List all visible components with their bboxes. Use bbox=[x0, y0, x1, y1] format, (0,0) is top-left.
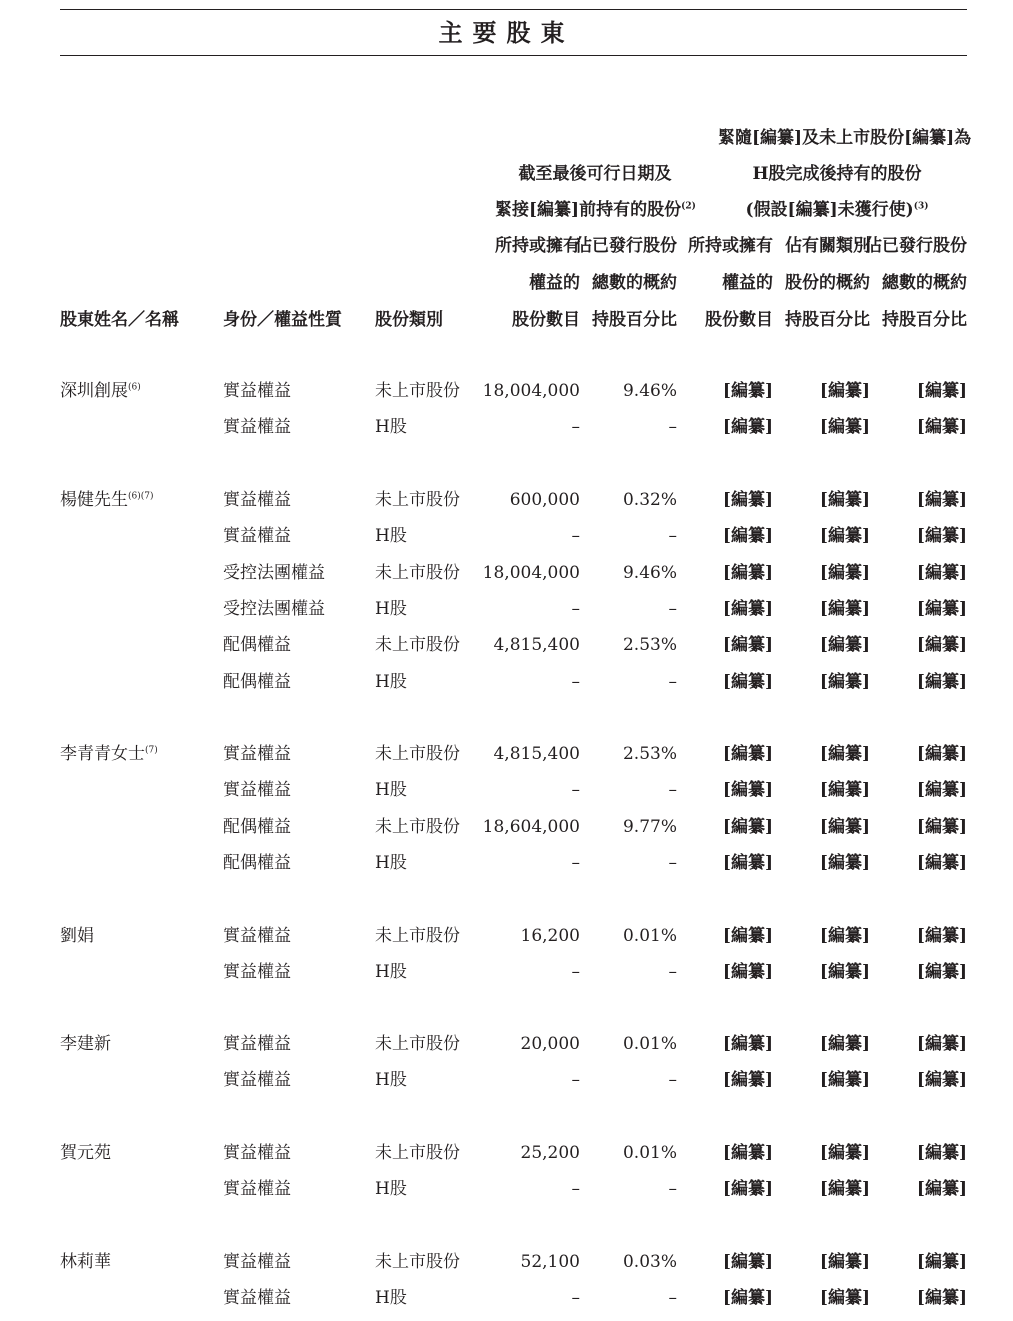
shares-cell: – bbox=[571, 853, 580, 873]
footnote-marker: (6)(7) bbox=[128, 491, 154, 502]
shareholder-name bbox=[60, 381, 141, 401]
post-class-percentage-cell: [編纂] bbox=[819, 780, 870, 800]
column-header-4-line3: 持股百分比 bbox=[785, 310, 870, 330]
share-class-cell: 未上市股份 bbox=[375, 490, 460, 510]
shares-cell: 4,815,400 bbox=[493, 744, 580, 764]
post-shares-cell: [編纂] bbox=[722, 599, 773, 619]
title-rule bbox=[60, 55, 967, 56]
post-class-percentage-cell: [編纂] bbox=[819, 635, 870, 655]
shares-cell: – bbox=[571, 1288, 580, 1308]
percentage-cell: – bbox=[668, 526, 677, 546]
capacity-cell: 實益權益 bbox=[223, 780, 291, 800]
shares-cell: 4,815,400 bbox=[493, 635, 580, 655]
share-class-cell: H股 bbox=[375, 526, 407, 546]
shares-cell: – bbox=[571, 672, 580, 692]
capacity-cell: 實益權益 bbox=[223, 1179, 291, 1199]
shares-cell: – bbox=[571, 1179, 580, 1199]
share-class-cell: H股 bbox=[375, 417, 407, 437]
post-shares-cell: [編纂] bbox=[722, 1143, 773, 1163]
shares-cell: 16,200 bbox=[520, 926, 580, 946]
shareholder-name-text: 楊健先生 bbox=[60, 490, 128, 510]
shareholder-name bbox=[60, 490, 154, 510]
column-header-2-line2: 總數的概約 bbox=[592, 273, 677, 293]
shares-cell: 20,000 bbox=[520, 1034, 580, 1054]
percentage-cell: – bbox=[668, 780, 677, 800]
capacity-cell: 實益權益 bbox=[223, 962, 291, 982]
post-shares-cell: [編纂] bbox=[722, 526, 773, 546]
shares-cell: 18,604,000 bbox=[482, 817, 580, 837]
shares-cell: 18,004,000 bbox=[482, 563, 580, 583]
post-total-percentage-cell: [編纂] bbox=[916, 635, 967, 655]
shares-cell: 18,004,000 bbox=[482, 381, 580, 401]
post-total-percentage-cell: [編纂] bbox=[916, 526, 967, 546]
post-total-percentage-cell: [編纂] bbox=[916, 490, 967, 510]
share-class-cell: H股 bbox=[375, 1179, 407, 1199]
column-header-3-line3: 股份數目 bbox=[705, 310, 773, 330]
post-total-percentage-cell: [編纂] bbox=[916, 381, 967, 401]
capacity-cell: 實益權益 bbox=[223, 926, 291, 946]
shareholder-name-text: 劉娟 bbox=[60, 926, 94, 946]
share-class-cell: 未上市股份 bbox=[375, 744, 460, 764]
capacity-cell: 實益權益 bbox=[223, 526, 291, 546]
post-total-percentage-cell: [編纂] bbox=[916, 1288, 967, 1308]
capacity-cell: 實益權益 bbox=[223, 381, 291, 401]
percentage-cell: 2.53% bbox=[622, 635, 677, 655]
percentage-cell: 9.46% bbox=[622, 381, 677, 401]
post-total-percentage-cell: [編纂] bbox=[916, 563, 967, 583]
percentage-cell: – bbox=[668, 417, 677, 437]
post-shares-cell: [編纂] bbox=[722, 417, 773, 437]
column-header-3-line2: 權益的 bbox=[722, 273, 773, 293]
post-class-percentage-cell: [編纂] bbox=[819, 962, 870, 982]
column-header-2-line1: 佔已發行股份 bbox=[575, 236, 677, 256]
column-header-4-line1: 佔有關類別 bbox=[785, 236, 870, 256]
post-shares-cell: [編纂] bbox=[722, 381, 773, 401]
footnote-marker: (6) bbox=[128, 382, 141, 393]
shares-cell: – bbox=[571, 962, 580, 982]
shareholder-name bbox=[60, 1143, 111, 1163]
post-class-percentage-cell: [編纂] bbox=[819, 853, 870, 873]
post-total-percentage-cell: [編纂] bbox=[916, 1179, 967, 1199]
column-header-1-line3: 股份數目 bbox=[512, 310, 580, 330]
post-shares-cell: [編纂] bbox=[722, 817, 773, 837]
share-class-cell: 未上市股份 bbox=[375, 926, 460, 946]
share-class-cell: 未上市股份 bbox=[375, 1252, 460, 1272]
post-total-percentage-cell: [編纂] bbox=[916, 1070, 967, 1090]
post-shares-cell: [編纂] bbox=[722, 1288, 773, 1308]
shares-cell: 25,200 bbox=[520, 1143, 580, 1163]
share-class-cell: H股 bbox=[375, 780, 407, 800]
share-class-cell: 未上市股份 bbox=[375, 635, 460, 655]
post-total-percentage-cell: [編纂] bbox=[916, 780, 967, 800]
capacity-cell: 受控法團權益 bbox=[223, 563, 325, 583]
shareholder-name bbox=[60, 926, 94, 946]
capacity-cell: 實益權益 bbox=[223, 490, 291, 510]
capacity-cell: 配偶權益 bbox=[223, 635, 291, 655]
post-total-percentage-cell: [編纂] bbox=[916, 744, 967, 764]
share-class-cell: 未上市股份 bbox=[375, 1034, 460, 1054]
share-class-cell: H股 bbox=[375, 672, 407, 692]
post-shares-cell: [編纂] bbox=[722, 962, 773, 982]
percentage-cell: 2.53% bbox=[622, 744, 677, 764]
column-header-3-line1: 所持或擁有 bbox=[688, 236, 773, 256]
column-header-5-line3: 持股百分比 bbox=[882, 310, 967, 330]
column-header-class: 股份類別 bbox=[375, 310, 443, 330]
post-class-percentage-cell: [編纂] bbox=[819, 563, 870, 583]
column-header-1-line2: 權益的 bbox=[529, 273, 580, 293]
pre-group-header-line1: 截至最後可行日期及 bbox=[518, 164, 672, 184]
pre-group-header-text: 緊接[編纂]前持有的股份 bbox=[495, 200, 682, 220]
share-class-cell: H股 bbox=[375, 962, 407, 982]
post-class-percentage-cell: [編纂] bbox=[819, 1143, 870, 1163]
capacity-cell: 配偶權益 bbox=[223, 672, 291, 692]
share-class-cell: 未上市股份 bbox=[375, 1143, 460, 1163]
post-class-percentage-cell: [編纂] bbox=[819, 926, 870, 946]
footnote-marker: (2) bbox=[681, 201, 696, 212]
shares-cell: 600,000 bbox=[509, 490, 580, 510]
post-group-header-line1: 緊隨[編纂]及未上市股份[編纂]為 bbox=[718, 128, 972, 148]
post-total-percentage-cell: [編纂] bbox=[916, 672, 967, 692]
footnote-marker: (3) bbox=[913, 201, 929, 212]
capacity-cell: 實益權益 bbox=[223, 1252, 291, 1272]
column-header-1-line1: 所持或擁有 bbox=[495, 236, 580, 256]
post-class-percentage-cell: [編纂] bbox=[819, 381, 870, 401]
capacity-cell: 受控法團權益 bbox=[223, 599, 325, 619]
shares-cell: 52,100 bbox=[520, 1252, 580, 1272]
post-shares-cell: [編纂] bbox=[722, 1252, 773, 1272]
post-group-header-line2: H股完成後持有的股份 bbox=[752, 164, 922, 184]
post-total-percentage-cell: [編纂] bbox=[916, 1143, 967, 1163]
post-class-percentage-cell: [編纂] bbox=[819, 1070, 870, 1090]
percentage-cell: – bbox=[668, 1070, 677, 1090]
post-shares-cell: [編纂] bbox=[722, 563, 773, 583]
shareholder-name-text: 深圳創展 bbox=[60, 381, 128, 401]
percentage-cell: 9.77% bbox=[622, 817, 677, 837]
capacity-cell: 實益權益 bbox=[223, 1288, 291, 1308]
post-shares-cell: [編纂] bbox=[722, 490, 773, 510]
post-group-header-text: (假設[編纂]未獲行使) bbox=[745, 200, 914, 220]
shares-cell: – bbox=[571, 599, 580, 619]
share-class-cell: H股 bbox=[375, 599, 407, 619]
percentage-cell: 0.01% bbox=[622, 926, 677, 946]
column-header-4-line2: 股份的概約 bbox=[785, 273, 870, 293]
percentage-cell: 9.46% bbox=[622, 563, 677, 583]
post-shares-cell: [編纂] bbox=[722, 1034, 773, 1054]
shareholder-name bbox=[60, 744, 158, 764]
post-total-percentage-cell: [編纂] bbox=[916, 817, 967, 837]
post-class-percentage-cell: [編纂] bbox=[819, 490, 870, 510]
post-class-percentage-cell: [編纂] bbox=[819, 599, 870, 619]
shareholder-name-text: 林莉華 bbox=[60, 1252, 111, 1272]
post-class-percentage-cell: [編纂] bbox=[819, 1288, 870, 1308]
shareholder-name-text: 李青青女士 bbox=[60, 744, 145, 764]
post-class-percentage-cell: [編纂] bbox=[819, 672, 870, 692]
share-class-cell: H股 bbox=[375, 1288, 407, 1308]
post-class-percentage-cell: [編纂] bbox=[819, 1034, 870, 1054]
post-class-percentage-cell: [編纂] bbox=[819, 817, 870, 837]
share-class-cell: H股 bbox=[375, 1070, 407, 1090]
post-class-percentage-cell: [編纂] bbox=[819, 1179, 870, 1199]
percentage-cell: 0.01% bbox=[622, 1034, 677, 1054]
column-header-5-line2: 總數的概約 bbox=[882, 273, 967, 293]
column-header-capacity: 身份／權益性質 bbox=[223, 310, 342, 330]
post-total-percentage-cell: [編纂] bbox=[916, 417, 967, 437]
percentage-cell: – bbox=[668, 1288, 677, 1308]
share-class-cell: 未上市股份 bbox=[375, 563, 460, 583]
capacity-cell: 實益權益 bbox=[223, 1070, 291, 1090]
page-title: 主要股東 bbox=[438, 18, 575, 47]
post-class-percentage-cell: [編纂] bbox=[819, 417, 870, 437]
post-total-percentage-cell: [編纂] bbox=[916, 599, 967, 619]
post-shares-cell: [編纂] bbox=[722, 672, 773, 692]
post-shares-cell: [編纂] bbox=[722, 926, 773, 946]
percentage-cell: – bbox=[668, 853, 677, 873]
capacity-cell: 實益權益 bbox=[223, 744, 291, 764]
shareholder-name bbox=[60, 1034, 111, 1054]
post-class-percentage-cell: [編纂] bbox=[819, 1252, 870, 1272]
column-header-2-line3: 持股百分比 bbox=[592, 310, 677, 330]
shareholder-name-text: 賀元苑 bbox=[60, 1143, 111, 1163]
pre-group-header-line2 bbox=[495, 200, 695, 220]
capacity-cell: 實益權益 bbox=[223, 1143, 291, 1163]
shareholder-name-text: 李建新 bbox=[60, 1034, 111, 1054]
capacity-cell: 配偶權益 bbox=[223, 853, 291, 873]
column-header-name: 股東姓名／名稱 bbox=[60, 310, 179, 330]
shares-cell: – bbox=[571, 417, 580, 437]
post-shares-cell: [編纂] bbox=[722, 635, 773, 655]
percentage-cell: – bbox=[668, 672, 677, 692]
footnote-marker: (7) bbox=[145, 745, 158, 756]
post-shares-cell: [編纂] bbox=[722, 853, 773, 873]
post-total-percentage-cell: [編纂] bbox=[916, 962, 967, 982]
post-shares-cell: [編纂] bbox=[722, 1070, 773, 1090]
post-total-percentage-cell: [編纂] bbox=[916, 853, 967, 873]
column-header-5-line1: 佔已發行股份 bbox=[865, 236, 967, 256]
top-rule bbox=[60, 9, 967, 10]
share-class-cell: H股 bbox=[375, 853, 407, 873]
post-shares-cell: [編纂] bbox=[722, 1179, 773, 1199]
post-shares-cell: [編纂] bbox=[722, 744, 773, 764]
percentage-cell: – bbox=[668, 962, 677, 982]
percentage-cell: 0.03% bbox=[622, 1252, 677, 1272]
capacity-cell: 實益權益 bbox=[223, 1034, 291, 1054]
share-class-cell: 未上市股份 bbox=[375, 381, 460, 401]
post-total-percentage-cell: [編纂] bbox=[916, 1034, 967, 1054]
percentage-cell: – bbox=[668, 599, 677, 619]
post-class-percentage-cell: [編纂] bbox=[819, 526, 870, 546]
shares-cell: – bbox=[571, 526, 580, 546]
percentage-cell: – bbox=[668, 1179, 677, 1199]
shares-cell: – bbox=[571, 1070, 580, 1090]
percentage-cell: 0.32% bbox=[622, 490, 677, 510]
post-total-percentage-cell: [編纂] bbox=[916, 1252, 967, 1272]
post-group-header-line3 bbox=[718, 200, 956, 220]
share-class-cell: 未上市股份 bbox=[375, 817, 460, 837]
capacity-cell: 配偶權益 bbox=[223, 817, 291, 837]
shares-cell: – bbox=[571, 780, 580, 800]
shareholder-name bbox=[60, 1252, 111, 1272]
percentage-cell: 0.01% bbox=[622, 1143, 677, 1163]
capacity-cell: 實益權益 bbox=[223, 417, 291, 437]
post-shares-cell: [編纂] bbox=[722, 780, 773, 800]
post-total-percentage-cell: [編纂] bbox=[916, 926, 967, 946]
post-class-percentage-cell: [編纂] bbox=[819, 744, 870, 764]
